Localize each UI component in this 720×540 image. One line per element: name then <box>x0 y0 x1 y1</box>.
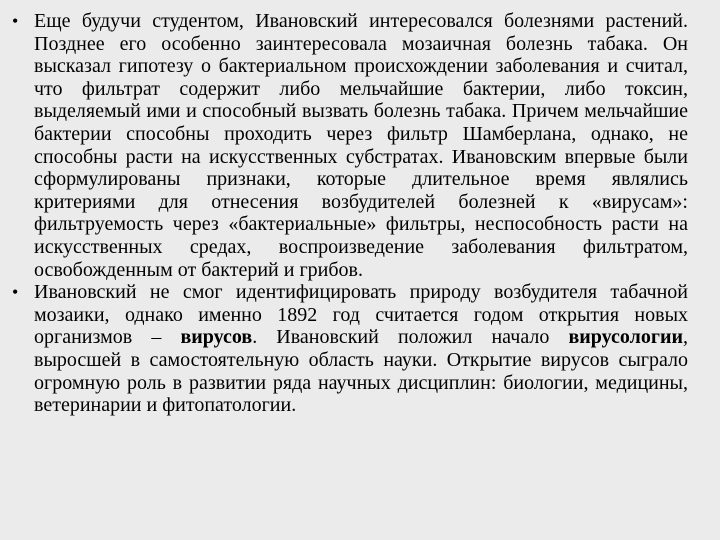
term-viruses: вирусов <box>180 326 253 349</box>
bullet-marker: • <box>12 11 19 31</box>
bullet-item-virus-discovery <box>12 281 688 417</box>
paragraph-text-part: . Ивановский положил начало <box>252 326 569 349</box>
bullet-marker: • <box>12 282 19 303</box>
paragraph-text: Еще будучи студентом, Ивановский интересовался болезнями растений. Позднее его особенно заинтересовала мозаичная болезнь табака. Он высказал гипотезу о бактериальном происхождении заболевания и считал, что фильтрат содержит либо мельчайшие бактерии, либо токсин, выделяемый ими и способный вызвать болезнь табака. Причем мельчайшие бактерии способны проходить через фильтр Шамберлана, однако, не способны расти на искусственных субстратах. Ивановским впервые были сформулированы признаки, которые длительное время являлись критериями для отнесения возбудителей болезней к «вирусам»: фильтруемость через «бактериальные» фильтры, неспособность расти на искусственных средах, воспроизведение заболевания фильтратом, освобожденным от бактерий и грибов. <box>34 10 688 281</box>
paragraph-text-part: , выросшей в самостоятельную область науки. Открытие вирусов сыграло огромную роль в развитии ряда научных дисциплин: биологии, медицины, ветеринарии и фитопатологии. <box>34 326 689 417</box>
term-virology: вирусологии <box>568 326 684 349</box>
paragraph-text-part: Ивановский не смог идентифицировать природу возбудителя табачной мозаики, однако именно 1892 год считается годом открытия новых организмов – <box>34 281 688 349</box>
bullet-item-ivanovsky-hypothesis <box>12 10 688 281</box>
bullet-list <box>12 10 688 417</box>
